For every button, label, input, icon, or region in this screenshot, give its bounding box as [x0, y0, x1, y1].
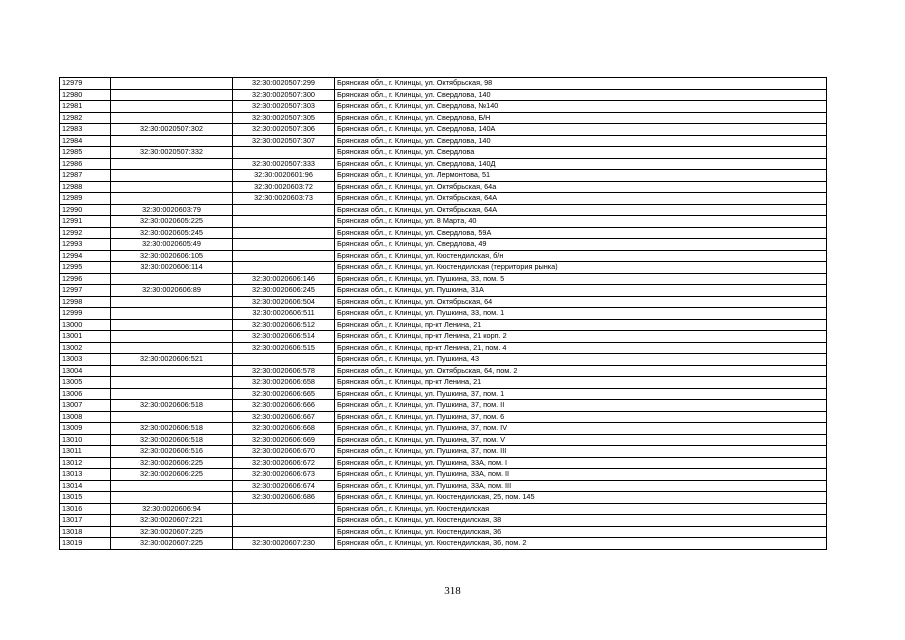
address-cell: Брянская обл., г. Клинцы, ул. Свердлова, Б/Н [335, 112, 827, 124]
land-cadastral-number-cell [111, 181, 233, 193]
address-cell: Брянская обл., г. Клинцы, ул. Кюстендилская, б/н [335, 250, 827, 262]
row-number-cell: 13005 [60, 377, 111, 389]
land-cadastral-number-cell [111, 411, 233, 423]
row-number-cell: 12997 [60, 285, 111, 297]
table-row [60, 101, 827, 113]
land-cadastral-number-cell [111, 388, 233, 400]
row-number-cell: 12993 [60, 239, 111, 251]
address-cell: Брянская обл., г. Клинцы, ул. Пушкина, 33, пом. 5 [335, 273, 827, 285]
object-cadastral-number-cell: 32:30:0020507:300 [233, 89, 335, 101]
object-cadastral-number-cell [233, 515, 335, 527]
object-cadastral-number-cell: 32:30:0020606:578 [233, 365, 335, 377]
row-number-cell: 13008 [60, 411, 111, 423]
address-cell: Брянская обл., г. Клинцы, ул. Кюстендилская, 38 [335, 515, 827, 527]
address-cell: Брянская обл., г. Клинцы, ул. Пушкина, 33А, пом. I [335, 457, 827, 469]
address-cell: Брянская обл., г. Клинцы, ул. Кюстендилская, 36, пом. 2 [335, 538, 827, 550]
row-number-cell: 12986 [60, 158, 111, 170]
land-cadastral-number-cell [111, 331, 233, 343]
table-row [60, 434, 827, 446]
object-cadastral-number-cell: 32:30:0020606:511 [233, 308, 335, 320]
land-cadastral-number-cell: 32:30:0020606:105 [111, 250, 233, 262]
table-row [60, 400, 827, 412]
object-cadastral-number-cell: 32:30:0020606:669 [233, 434, 335, 446]
address-cell: Брянская обл., г. Клинцы, ул. Октябрьская, 64 [335, 296, 827, 308]
row-number-cell: 12989 [60, 193, 111, 205]
address-cell: Брянская обл., г. Клинцы, ул. 8 Марта, 40 [335, 216, 827, 228]
address-cell: Брянская обл., г. Клинцы, ул. Пушкина, 37, пом. 6 [335, 411, 827, 423]
table-row [60, 285, 827, 297]
object-cadastral-number-cell [233, 204, 335, 216]
land-cadastral-number-cell [111, 365, 233, 377]
table-row [60, 515, 827, 527]
land-cadastral-number-cell [111, 377, 233, 389]
land-cadastral-number-cell [111, 319, 233, 331]
address-cell: Брянская обл., г. Клинцы, ул. Октябрьская, 64А [335, 204, 827, 216]
address-cell: Брянская обл., г. Клинцы, ул. Пушкина, 37, пом. III [335, 446, 827, 458]
object-cadastral-number-cell: 32:30:0020606:668 [233, 423, 335, 435]
address-cell: Брянская обл., г. Клинцы, ул. Свердлова, 140 [335, 135, 827, 147]
table-row [60, 89, 827, 101]
row-number-cell: 13015 [60, 492, 111, 504]
land-cadastral-number-cell [111, 158, 233, 170]
address-cell: Брянская обл., г. Клинцы, ул. Свердлова, 49 [335, 239, 827, 251]
address-cell: Брянская обл., г. Клинцы, ул. Пушкина, 37, пом. II [335, 400, 827, 412]
row-number-cell: 13004 [60, 365, 111, 377]
land-cadastral-number-cell [111, 492, 233, 504]
row-number-cell: 12996 [60, 273, 111, 285]
land-cadastral-number-cell [111, 342, 233, 354]
row-number-cell: 12994 [60, 250, 111, 262]
address-cell: Брянская обл., г. Клинцы, ул. Свердлова [335, 147, 827, 159]
address-cell: Брянская обл., г. Клинцы, ул. Пушкина, 43 [335, 354, 827, 366]
land-cadastral-number-cell [111, 308, 233, 320]
registry-table-body [60, 78, 827, 550]
row-number-cell: 13012 [60, 457, 111, 469]
land-cadastral-number-cell [111, 480, 233, 492]
table-row [60, 250, 827, 262]
object-cadastral-number-cell: 32:30:0020606:666 [233, 400, 335, 412]
address-cell: Брянская обл., г. Клинцы, ул. Октябрьская, 64а [335, 181, 827, 193]
table-row [60, 78, 827, 90]
object-cadastral-number-cell: 32:30:0020606:245 [233, 285, 335, 297]
land-cadastral-number-cell: 32:30:0020606:518 [111, 434, 233, 446]
table-row [60, 411, 827, 423]
object-cadastral-number-cell: 32:30:0020607:230 [233, 538, 335, 550]
object-cadastral-number-cell [233, 147, 335, 159]
land-cadastral-number-cell: 32:30:0020507:332 [111, 147, 233, 159]
address-cell: Брянская обл., г. Клинцы, ул. Кюстендилская (территория рынка) [335, 262, 827, 274]
table-row [60, 124, 827, 136]
row-number-cell: 12983 [60, 124, 111, 136]
table-row [60, 262, 827, 274]
row-number-cell: 12990 [60, 204, 111, 216]
table-row [60, 457, 827, 469]
address-cell: Брянская обл., г. Клинцы, ул. Пушкина, 33, пом. 1 [335, 308, 827, 320]
land-cadastral-number-cell [111, 112, 233, 124]
table-row [60, 273, 827, 285]
table-row [60, 227, 827, 239]
table-row [60, 135, 827, 147]
table-row [60, 308, 827, 320]
row-number-cell: 12991 [60, 216, 111, 228]
address-cell: Брянская обл., г. Клинцы, ул. Пушкина, 31А [335, 285, 827, 297]
object-cadastral-number-cell: 32:30:0020606:670 [233, 446, 335, 458]
object-cadastral-number-cell: 32:30:0020507:305 [233, 112, 335, 124]
object-cadastral-number-cell: 32:30:0020507:299 [233, 78, 335, 90]
object-cadastral-number-cell: 32:30:0020507:333 [233, 158, 335, 170]
object-cadastral-number-cell: 32:30:0020606:504 [233, 296, 335, 308]
land-cadastral-number-cell: 32:30:0020606:89 [111, 285, 233, 297]
address-cell: Брянская обл., г. Клинцы, ул. Свердлова, 140А [335, 124, 827, 136]
land-cadastral-number-cell: 32:30:0020606:114 [111, 262, 233, 274]
object-cadastral-number-cell [233, 250, 335, 262]
object-cadastral-number-cell: 32:30:0020606:515 [233, 342, 335, 354]
registry-table [59, 77, 827, 550]
address-cell: Брянская обл., г. Клинцы, ул. Свердлова, 140 [335, 89, 827, 101]
land-cadastral-number-cell: 32:30:0020605:245 [111, 227, 233, 239]
table-row [60, 492, 827, 504]
table-row [60, 239, 827, 251]
object-cadastral-number-cell [233, 262, 335, 274]
address-cell: Брянская обл., г. Клинцы, ул. Пушкина, 33А, пом. II [335, 469, 827, 481]
object-cadastral-number-cell [233, 354, 335, 366]
land-cadastral-number-cell [111, 135, 233, 147]
object-cadastral-number-cell: 32:30:0020606:673 [233, 469, 335, 481]
row-number-cell: 12992 [60, 227, 111, 239]
row-number-cell: 13013 [60, 469, 111, 481]
land-cadastral-number-cell: 32:30:0020606:94 [111, 503, 233, 515]
object-cadastral-number-cell: 32:30:0020606:665 [233, 388, 335, 400]
land-cadastral-number-cell: 32:30:0020607:225 [111, 526, 233, 538]
land-cadastral-number-cell: 32:30:0020606:518 [111, 423, 233, 435]
table-row [60, 423, 827, 435]
table-row [60, 158, 827, 170]
row-number-cell: 13000 [60, 319, 111, 331]
row-number-cell: 13019 [60, 538, 111, 550]
address-cell: Брянская обл., г. Клинцы, пр-кт Ленина, 21, пом. 4 [335, 342, 827, 354]
object-cadastral-number-cell: 32:30:0020507:307 [233, 135, 335, 147]
table-row [60, 342, 827, 354]
table-row [60, 193, 827, 205]
object-cadastral-number-cell: 32:30:0020601:96 [233, 170, 335, 182]
table-row [60, 319, 827, 331]
row-number-cell: 12998 [60, 296, 111, 308]
table-row [60, 526, 827, 538]
table-row [60, 365, 827, 377]
address-cell: Брянская обл., г. Клинцы, ул. Пушкина, 37, пом. 1 [335, 388, 827, 400]
object-cadastral-number-cell: 32:30:0020606:667 [233, 411, 335, 423]
land-cadastral-number-cell: 32:30:0020606:225 [111, 469, 233, 481]
object-cadastral-number-cell: 32:30:0020606:146 [233, 273, 335, 285]
row-number-cell: 13002 [60, 342, 111, 354]
row-number-cell: 13007 [60, 400, 111, 412]
table-row [60, 112, 827, 124]
table-row [60, 469, 827, 481]
row-number-cell: 12999 [60, 308, 111, 320]
table-row [60, 170, 827, 182]
land-cadastral-number-cell: 32:30:0020603:79 [111, 204, 233, 216]
address-cell: Брянская обл., г. Клинцы, ул. Свердлова, 140Д [335, 158, 827, 170]
land-cadastral-number-cell: 32:30:0020606:516 [111, 446, 233, 458]
table-row [60, 181, 827, 193]
row-number-cell: 12981 [60, 101, 111, 113]
row-number-cell: 12988 [60, 181, 111, 193]
row-number-cell: 13010 [60, 434, 111, 446]
row-number-cell: 13014 [60, 480, 111, 492]
row-number-cell: 12980 [60, 89, 111, 101]
address-cell: Брянская обл., г. Клинцы, ул. Кюстендилская, 25, пом. 145 [335, 492, 827, 504]
address-cell: Брянская обл., г. Клинцы, ул. Пушкина, 33А, пом. III [335, 480, 827, 492]
address-cell: Брянская обл., г. Клинцы, ул. Свердлова, №140 [335, 101, 827, 113]
row-number-cell: 13017 [60, 515, 111, 527]
land-cadastral-number-cell: 32:30:0020507:302 [111, 124, 233, 136]
object-cadastral-number-cell: 32:30:0020603:72 [233, 181, 335, 193]
table-row [60, 296, 827, 308]
object-cadastral-number-cell: 32:30:0020603:73 [233, 193, 335, 205]
land-cadastral-number-cell: 32:30:0020606:518 [111, 400, 233, 412]
table-row [60, 446, 827, 458]
object-cadastral-number-cell [233, 526, 335, 538]
row-number-cell: 12985 [60, 147, 111, 159]
land-cadastral-number-cell: 32:30:0020605:49 [111, 239, 233, 251]
object-cadastral-number-cell [233, 503, 335, 515]
land-cadastral-number-cell: 32:30:0020606:521 [111, 354, 233, 366]
object-cadastral-number-cell: 32:30:0020606:514 [233, 331, 335, 343]
table-row [60, 377, 827, 389]
table-row [60, 480, 827, 492]
address-cell: Брянская обл., г. Клинцы, ул. Кюстендилская [335, 503, 827, 515]
object-cadastral-number-cell: 32:30:0020606:658 [233, 377, 335, 389]
land-cadastral-number-cell [111, 273, 233, 285]
address-cell: Брянская обл., г. Клинцы, ул. Пушкина, 37, пом. V [335, 434, 827, 446]
object-cadastral-number-cell: 32:30:0020606:512 [233, 319, 335, 331]
row-number-cell: 12979 [60, 78, 111, 90]
address-cell: Брянская обл., г. Клинцы, ул. Лермонтова, 51 [335, 170, 827, 182]
table-row [60, 388, 827, 400]
object-cadastral-number-cell: 32:30:0020606:674 [233, 480, 335, 492]
row-number-cell: 12987 [60, 170, 111, 182]
land-cadastral-number-cell [111, 170, 233, 182]
object-cadastral-number-cell [233, 227, 335, 239]
address-cell: Брянская обл., г. Клинцы, ул. Свердлова, 59А [335, 227, 827, 239]
row-number-cell: 13009 [60, 423, 111, 435]
object-cadastral-number-cell [233, 239, 335, 251]
row-number-cell: 13018 [60, 526, 111, 538]
table-row [60, 147, 827, 159]
page-number: 318 [444, 585, 461, 597]
land-cadastral-number-cell [111, 101, 233, 113]
address-cell: Брянская обл., г. Клинцы, ул. Октябрьская, 64, пом. 2 [335, 365, 827, 377]
land-cadastral-number-cell [111, 296, 233, 308]
land-cadastral-number-cell: 32:30:0020607:221 [111, 515, 233, 527]
address-cell: Брянская обл., г. Клинцы, пр-кт Ленина, 21 корп. 2 [335, 331, 827, 343]
row-number-cell: 12995 [60, 262, 111, 274]
address-cell: Брянская обл., г. Клинцы, пр-кт Ленина, 21 [335, 319, 827, 331]
land-cadastral-number-cell [111, 193, 233, 205]
row-number-cell: 12984 [60, 135, 111, 147]
land-cadastral-number-cell: 32:30:0020607:225 [111, 538, 233, 550]
land-cadastral-number-cell: 32:30:0020605:225 [111, 216, 233, 228]
row-number-cell: 13011 [60, 446, 111, 458]
object-cadastral-number-cell: 32:30:0020507:306 [233, 124, 335, 136]
address-cell: Брянская обл., г. Клинцы, ул. Октябрьская, 98 [335, 78, 827, 90]
address-cell: Брянская обл., г. Клинцы, ул. Пушкина, 37, пом. IV [335, 423, 827, 435]
table-row [60, 204, 827, 216]
row-number-cell: 13016 [60, 503, 111, 515]
object-cadastral-number-cell: 32:30:0020606:686 [233, 492, 335, 504]
table-row [60, 538, 827, 550]
address-cell: Брянская обл., г. Клинцы, ул. Кюстендилская, 36 [335, 526, 827, 538]
address-cell: Брянская обл., г. Клинцы, ул. Октябрьская, 64А [335, 193, 827, 205]
land-cadastral-number-cell [111, 78, 233, 90]
row-number-cell: 13001 [60, 331, 111, 343]
object-cadastral-number-cell: 32:30:0020606:672 [233, 457, 335, 469]
land-cadastral-number-cell: 32:30:0020606:225 [111, 457, 233, 469]
table-row [60, 503, 827, 515]
row-number-cell: 13003 [60, 354, 111, 366]
table-row [60, 354, 827, 366]
land-cadastral-number-cell [111, 89, 233, 101]
address-cell: Брянская обл., г. Клинцы, пр-кт Ленина, 21 [335, 377, 827, 389]
object-cadastral-number-cell: 32:30:0020507:303 [233, 101, 335, 113]
table-row [60, 216, 827, 228]
row-number-cell: 12982 [60, 112, 111, 124]
table-row [60, 331, 827, 343]
row-number-cell: 13006 [60, 388, 111, 400]
object-cadastral-number-cell [233, 216, 335, 228]
